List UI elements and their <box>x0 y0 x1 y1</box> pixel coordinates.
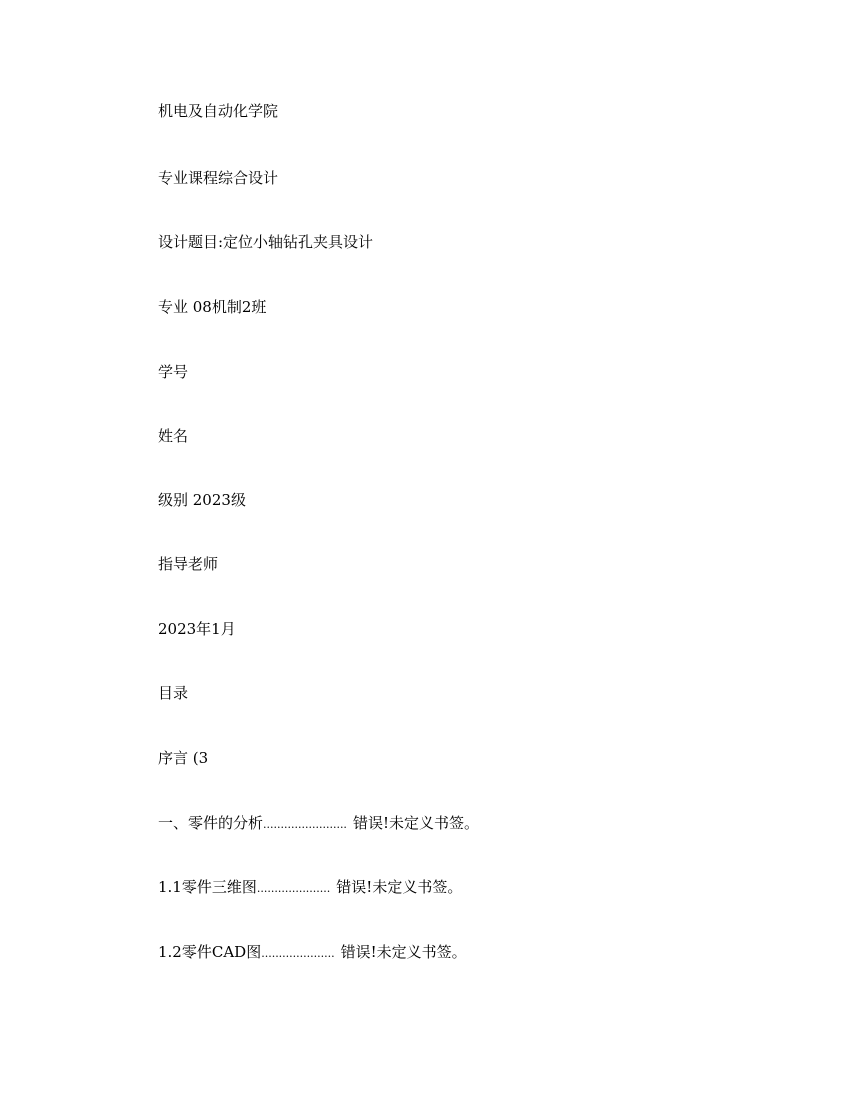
grade-level: 级别 2023级 <box>158 491 246 509</box>
advisor-label: 指导老师 <box>158 555 219 573</box>
toc-entry-label: 1.1零件三维图 <box>158 878 257 896</box>
toc-entry[interactable] <box>158 813 479 835</box>
toc-entry-ref: 错误!未定义书签。 <box>352 814 479 832</box>
document-date: 2023年1月 <box>158 620 236 638</box>
toc-entry-label: 1.2零件CAD图 <box>158 943 262 961</box>
course-name: 专业课程综合设计 <box>158 169 279 187</box>
toc-entry-ref: 错误!未定义书签。 <box>336 878 463 896</box>
college-name: 机电及自动化学院 <box>158 102 279 120</box>
student-name-label: 姓名 <box>158 427 189 445</box>
toc-entry-leader: ..................... <box>261 947 335 960</box>
toc-entry-label: 一、零件的分析 <box>158 814 264 832</box>
toc-entry-ref: 错误!未定义书签。 <box>340 943 467 961</box>
major-class: 专业 08机制2班 <box>158 298 267 316</box>
toc-entry-leader: ..................... <box>256 882 331 895</box>
student-id-label: 学号 <box>158 363 189 381</box>
toc-entry[interactable] <box>158 877 462 899</box>
toc-entry-leader: ........................ <box>263 818 347 831</box>
toc-preface: 序言 (3 <box>158 749 209 767</box>
design-topic: 设计题目:定位小轴钻孔夹具设计 <box>158 233 374 251</box>
toc-entry[interactable] <box>158 942 467 964</box>
toc-title: 目录 <box>158 684 189 702</box>
